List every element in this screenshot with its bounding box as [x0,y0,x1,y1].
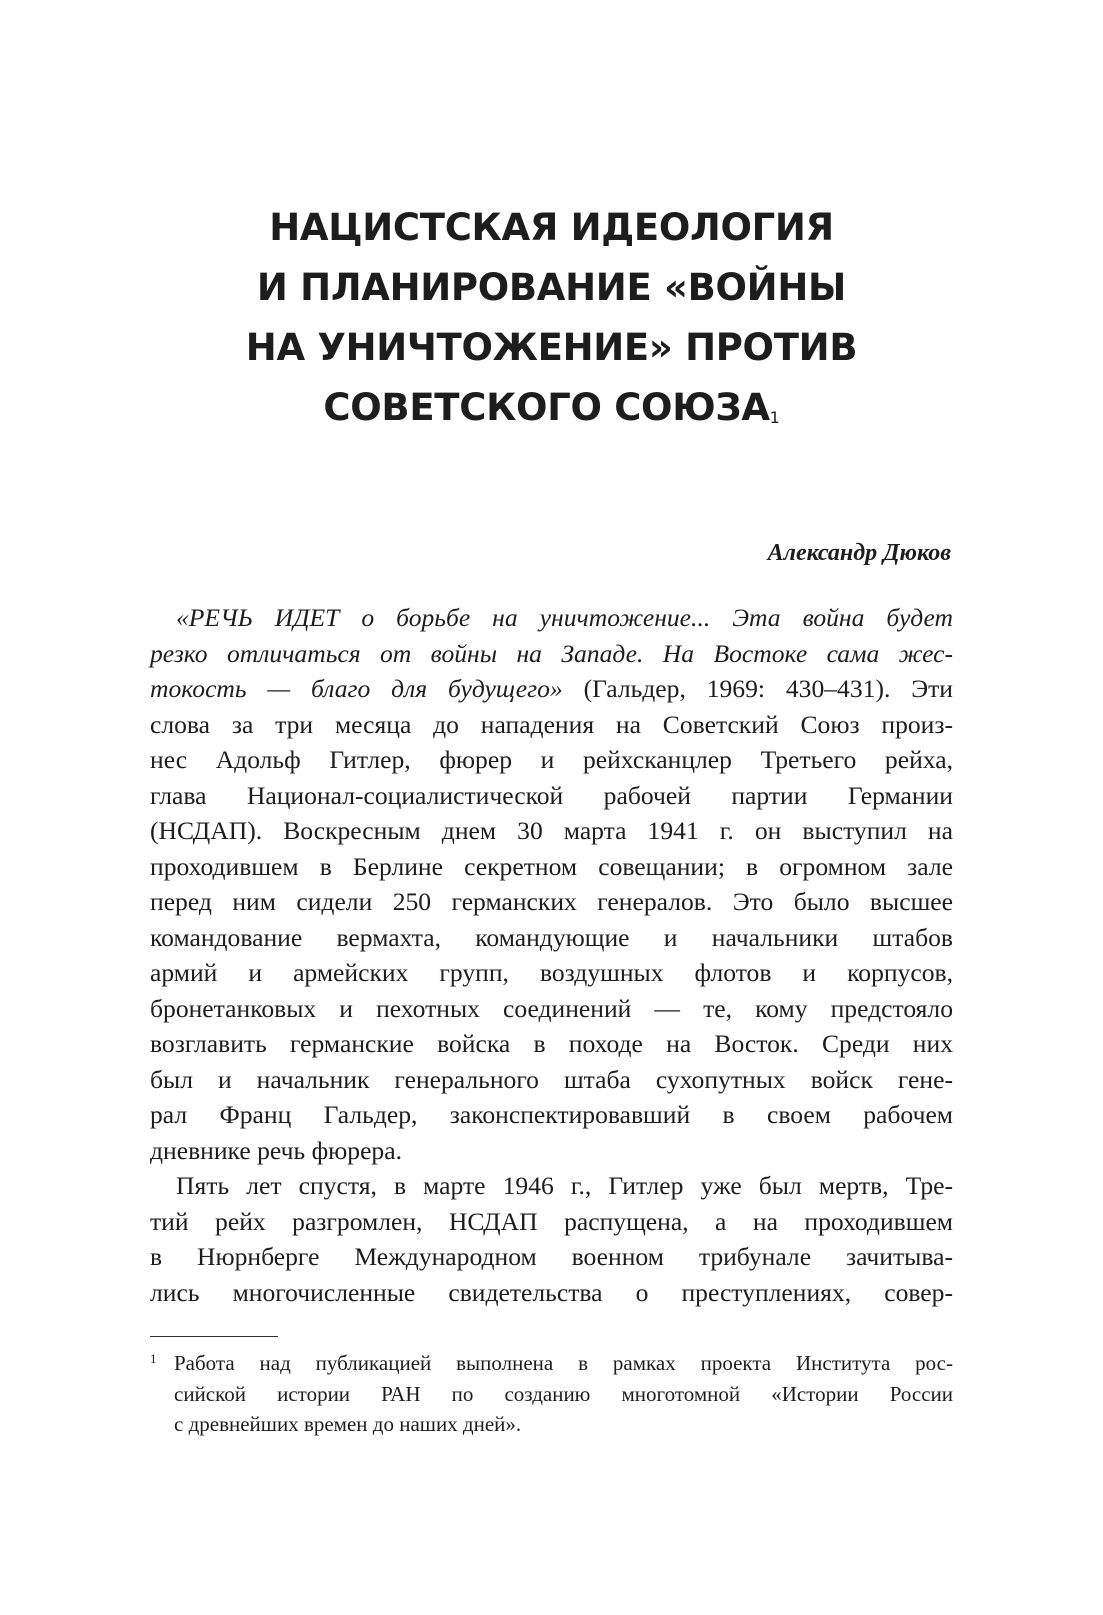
footnote-line: сийской истории РАН по созданию многотомной «Истории России [174,1381,953,1406]
text-line: Пять лет спустя, в марте 1946 г., Гитлер уже был мертв, Тре- [176,1171,953,1200]
text-line: (НСДАП). Воскресным днем 30 марта 1941 г. он выступил на [150,816,953,845]
text-line: бронетанковых и пехотных соединений — те, кому предстояло [150,993,953,1023]
footnote-mark: 1 [150,1351,157,1366]
quote-text: «РЕЧЬ ИДЕТ о борьбе на уничтожение... Эта война будет [176,603,953,632]
quote-text: резко отличаться от войны на Западе. На Востоке сама жес- [150,638,953,668]
author-name: Александр Дюков [767,540,951,566]
text-line: лись многочисленные свидетельства о преступлениях, совер- [150,1277,953,1307]
text-line [150,636,953,672]
text-line: слова за три месяца до нападения на Советский Союз произ- [150,709,953,739]
text-line: был и начальник генерального штаба сухопутных войск гене- [150,1064,953,1094]
title-line: НА УНИЧТОЖЕНИЕ» ПРОТИВ [245,326,858,369]
text-line [150,671,953,707]
title-line [150,378,953,438]
text-line: в Нюрнберге Международном военном трибунале зачитыва- [150,1242,953,1271]
text-line: проходившем в Берлине секретном совещании; в огромном зале [150,851,953,881]
text-line: тий рейх разгромлен, НСДАП распущена, а на проходившем [150,1206,953,1236]
footnote-line: с древнейших времен до наших дней». [174,1412,522,1436]
title-line: НАЦИСТСКАЯ ИДЕОЛОГИЯ [269,206,834,249]
quote-text: токость — благо для будущего» [150,674,563,703]
chapter-title [150,198,953,438]
footnote-line: Работа над публикацией выполнена в рамках проекта Института рос- [174,1351,953,1375]
text-line: возглавить германские войска в походе на Восток. Среди них [150,1029,953,1058]
text-line: армий и армейских групп, воздушных флотов и корпусов, [150,958,953,987]
text-line: рал Франц Гальдер, законспектировавший в своем рабочем [150,1100,953,1129]
title-line: И ПЛАНИРОВАНИЕ «ВОЙНЫ [256,266,847,309]
footnote [150,1348,953,1440]
title-line-text: СОВЕТСКОГО СОЮЗА [323,386,770,429]
text-line: нес Адольф Гитлер, фюрер и рейхсканцлер Третьего рейха, [150,745,953,774]
body-text [150,600,953,1310]
title-footnote-ref[interactable]: 1 [769,408,780,427]
text-line: дневнике речь фюрера. [150,1135,402,1165]
footnote-divider [150,1336,278,1337]
text-line: командование вермахта, командующие и начальники штабов [150,922,953,952]
citation-text: (Гальдер, 1969: 430–431). Эти [562,674,953,703]
text-line: глава Национал-социалистической рабочей партии Германии [150,780,953,810]
text-line: перед ним сидели 250 германских генералов. Это было высшее [150,887,953,916]
text-line [150,600,953,636]
